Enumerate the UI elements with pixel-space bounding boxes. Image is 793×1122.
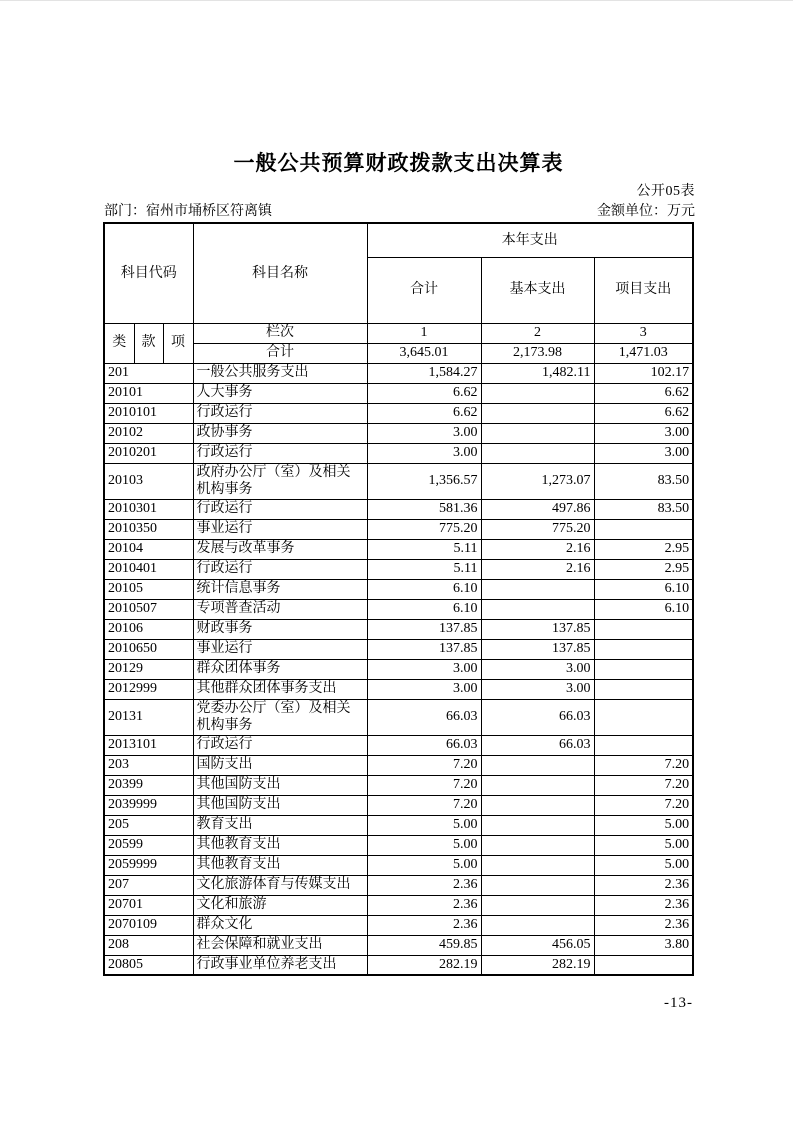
- subject-code-cell: 201: [104, 363, 193, 383]
- project-expenditure-cell: [594, 519, 693, 539]
- table-header: [104, 223, 693, 363]
- basic-expenditure-cell: [481, 855, 594, 875]
- item-header: 项: [163, 323, 193, 363]
- subject-code-cell: 20399: [104, 775, 193, 795]
- total-cell: 137.85: [367, 619, 481, 639]
- table-row: [104, 519, 693, 539]
- project-expenditure-cell: 102.17: [594, 363, 693, 383]
- table-row: [104, 499, 693, 519]
- project-expenditure-cell: 2.95: [594, 559, 693, 579]
- project-expenditure-cell: 3.00: [594, 443, 693, 463]
- page-title: 一般公共预算财政拨款支出决算表: [233, 151, 564, 175]
- table-row: [104, 915, 693, 935]
- table-row: [104, 679, 693, 699]
- subject-code-cell: 2010201: [104, 443, 193, 463]
- total-cell: 6.62: [367, 403, 481, 423]
- subject-code-cell: 20104: [104, 539, 193, 559]
- column-index-1: 1: [367, 323, 481, 343]
- total-cell: 7.20: [367, 755, 481, 775]
- table-row: [104, 579, 693, 599]
- subject-name-cell: 行政事业单位养老支出: [193, 955, 367, 975]
- basic-expenditure-cell: 456.05: [481, 935, 594, 955]
- total-cell: 3.00: [367, 679, 481, 699]
- project-expenditure-cell: 7.20: [594, 775, 693, 795]
- table-row: [104, 403, 693, 423]
- subject-code-cell: 203: [104, 755, 193, 775]
- basic-expenditure-cell: [481, 915, 594, 935]
- table-row: [104, 795, 693, 815]
- table-row: [104, 463, 693, 499]
- grand-total-label: 合计: [193, 343, 367, 363]
- subject-name-cell: 一般公共服务支出: [193, 363, 367, 383]
- total-cell: 6.10: [367, 599, 481, 619]
- project-expenditure-cell: 5.00: [594, 835, 693, 855]
- basic-expenditure-cell: 66.03: [481, 735, 594, 755]
- subject-name-cell: 其他国防支出: [193, 775, 367, 795]
- subject-name-cell: 其他国防支出: [193, 795, 367, 815]
- basic-expenditure-cell: 497.86: [481, 499, 594, 519]
- total-cell: 5.11: [367, 539, 481, 559]
- basic-expenditure-cell: [481, 383, 594, 403]
- subject-code-cell: 2012999: [104, 679, 193, 699]
- project-expenditure-cell: [594, 955, 693, 975]
- basic-expenditure-cell: [481, 835, 594, 855]
- table-row: [104, 835, 693, 855]
- subject-name-cell: 财政事务: [193, 619, 367, 639]
- subject-code-cell: 20101: [104, 383, 193, 403]
- project-expenditure-column-header: 项目支出: [594, 257, 693, 323]
- basic-expenditure-cell: 1,273.07: [481, 463, 594, 499]
- total-cell: 3.00: [367, 659, 481, 679]
- basic-expenditure-cell: [481, 895, 594, 915]
- project-expenditure-cell: 2.36: [594, 895, 693, 915]
- subject-code-cell: 20701: [104, 895, 193, 915]
- table-row: [104, 815, 693, 835]
- project-expenditure-cell: 5.00: [594, 815, 693, 835]
- subject-name-cell: 国防支出: [193, 755, 367, 775]
- grand-total-total: 3,645.01: [367, 343, 481, 363]
- total-cell: 5.11: [367, 559, 481, 579]
- grand-total-basic: 2,173.98: [481, 343, 594, 363]
- basic-expenditure-column-header: 基本支出: [481, 257, 594, 323]
- subject-code-cell: 2010101: [104, 403, 193, 423]
- subject-code-cell: 20103: [104, 463, 193, 499]
- subject-name-cell: 人大事务: [193, 383, 367, 403]
- form-number-label: 公开05表: [636, 184, 695, 199]
- column-index-row: [104, 323, 693, 343]
- subject-code-cell: 20129: [104, 659, 193, 679]
- subject-name-cell: 行政运行: [193, 403, 367, 423]
- subject-code-cell: 20599: [104, 835, 193, 855]
- total-cell: 6.62: [367, 383, 481, 403]
- subject-name-cell: 文化旅游体育与传媒支出: [193, 875, 367, 895]
- total-cell: 7.20: [367, 795, 481, 815]
- table-row: [104, 559, 693, 579]
- project-expenditure-cell: 3.80: [594, 935, 693, 955]
- project-expenditure-cell: [594, 659, 693, 679]
- header-row-1: [104, 223, 693, 257]
- grand-total-row: [104, 343, 693, 363]
- table-row: [104, 363, 693, 383]
- basic-expenditure-cell: 2.16: [481, 539, 594, 559]
- project-expenditure-cell: 7.20: [594, 755, 693, 775]
- grand-total-project: 1,471.03: [594, 343, 693, 363]
- basic-expenditure-cell: 2.16: [481, 559, 594, 579]
- subject-code-cell: 2010350: [104, 519, 193, 539]
- subject-code-cell: 20102: [104, 423, 193, 443]
- subject-code-cell: 2070109: [104, 915, 193, 935]
- subject-name-cell: 事业运行: [193, 639, 367, 659]
- basic-expenditure-cell: [481, 443, 594, 463]
- subject-name-header: 科目名称: [193, 223, 367, 323]
- subject-code-cell: 2010507: [104, 599, 193, 619]
- table-row: [104, 443, 693, 463]
- subject-code-cell: 205: [104, 815, 193, 835]
- total-cell: 2.36: [367, 895, 481, 915]
- table-body: [104, 363, 693, 975]
- total-cell: 282.19: [367, 955, 481, 975]
- basic-expenditure-cell: 3.00: [481, 659, 594, 679]
- subject-code-cell: 2059999: [104, 855, 193, 875]
- current-year-expenditure-header: 本年支出: [367, 223, 693, 257]
- basic-expenditure-cell: [481, 775, 594, 795]
- subject-name-cell: 群众文化: [193, 915, 367, 935]
- total-cell: 1,356.57: [367, 463, 481, 499]
- subject-code-cell: 20805: [104, 955, 193, 975]
- column-index-2: 2: [481, 323, 594, 343]
- project-expenditure-cell: [594, 619, 693, 639]
- subject-code-cell: 207: [104, 875, 193, 895]
- project-expenditure-cell: 2.36: [594, 915, 693, 935]
- subject-name-cell: 政府办公厅（室）及相关机构事务: [193, 463, 367, 499]
- total-cell: 66.03: [367, 735, 481, 755]
- subject-name-cell: 事业运行: [193, 519, 367, 539]
- total-cell: 2.36: [367, 915, 481, 935]
- total-cell: 7.20: [367, 775, 481, 795]
- subject-code-cell: 2039999: [104, 795, 193, 815]
- column-index-label: 栏次: [193, 323, 367, 343]
- subject-name-cell: 行政运行: [193, 559, 367, 579]
- subject-name-cell: 群众团体事务: [193, 659, 367, 679]
- subject-name-cell: 其他群众团体事务支出: [193, 679, 367, 699]
- basic-expenditure-cell: [481, 815, 594, 835]
- table-row: [104, 619, 693, 639]
- basic-expenditure-cell: 66.03: [481, 699, 594, 735]
- project-expenditure-cell: 7.20: [594, 795, 693, 815]
- basic-expenditure-cell: 137.85: [481, 639, 594, 659]
- column-index-3: 3: [594, 323, 693, 343]
- subject-name-cell: 其他教育支出: [193, 855, 367, 875]
- total-cell: 6.10: [367, 579, 481, 599]
- project-expenditure-cell: [594, 639, 693, 659]
- subject-name-cell: 发展与改革事务: [193, 539, 367, 559]
- subject-name-cell: 文化和旅游: [193, 895, 367, 915]
- table-row: [104, 423, 693, 443]
- subject-code-cell: 20131: [104, 699, 193, 735]
- project-expenditure-cell: [594, 699, 693, 735]
- meta-row: [104, 200, 695, 220]
- table-row: [104, 539, 693, 559]
- basic-expenditure-cell: [481, 795, 594, 815]
- unit-label: 金额单位：万元: [597, 204, 695, 219]
- project-expenditure-cell: 6.10: [594, 599, 693, 619]
- subject-name-cell: 社会保障和就业支出: [193, 935, 367, 955]
- department-label: 部门：宿州市埇桥区符离镇: [104, 204, 272, 219]
- total-cell: 1,584.27: [367, 363, 481, 383]
- basic-expenditure-cell: [481, 579, 594, 599]
- basic-expenditure-cell: [481, 875, 594, 895]
- table-row: [104, 599, 693, 619]
- table-row: [104, 659, 693, 679]
- total-column-header: 合计: [367, 257, 481, 323]
- basic-expenditure-cell: 137.85: [481, 619, 594, 639]
- total-cell: 3.00: [367, 443, 481, 463]
- total-cell: 137.85: [367, 639, 481, 659]
- total-cell: 5.00: [367, 855, 481, 875]
- basic-expenditure-cell: 775.20: [481, 519, 594, 539]
- project-expenditure-cell: 3.00: [594, 423, 693, 443]
- subject-code-cell: 208: [104, 935, 193, 955]
- subject-name-cell: 教育支出: [193, 815, 367, 835]
- table-row: [104, 955, 693, 975]
- table-row: [104, 639, 693, 659]
- category-header: 类: [104, 323, 134, 363]
- total-cell: 5.00: [367, 835, 481, 855]
- table-row: [104, 855, 693, 875]
- project-expenditure-cell: 83.50: [594, 499, 693, 519]
- subject-name-cell: 党委办公厅（室）及相关机构事务: [193, 699, 367, 735]
- total-cell: 459.85: [367, 935, 481, 955]
- basic-expenditure-cell: 3.00: [481, 679, 594, 699]
- project-expenditure-cell: 2.95: [594, 539, 693, 559]
- subject-name-cell: 统计信息事务: [193, 579, 367, 599]
- total-cell: 5.00: [367, 815, 481, 835]
- page-number: -13-: [664, 995, 693, 1011]
- table-row: [104, 935, 693, 955]
- total-cell: 581.36: [367, 499, 481, 519]
- subject-code-cell: 20106: [104, 619, 193, 639]
- basic-expenditure-cell: 282.19: [481, 955, 594, 975]
- table-row: [104, 383, 693, 403]
- basic-expenditure-cell: [481, 755, 594, 775]
- subject-name-cell: 专项普查活动: [193, 599, 367, 619]
- subject-code-cell: 2010401: [104, 559, 193, 579]
- subject-name-cell: 其他教育支出: [193, 835, 367, 855]
- table-row: [104, 775, 693, 795]
- subject-name-cell: 行政运行: [193, 443, 367, 463]
- table-row: [104, 875, 693, 895]
- table-row: [104, 895, 693, 915]
- section-header: 款: [134, 323, 163, 363]
- total-cell: 66.03: [367, 699, 481, 735]
- project-expenditure-cell: 6.10: [594, 579, 693, 599]
- total-cell: 2.36: [367, 875, 481, 895]
- subject-name-cell: 行政运行: [193, 499, 367, 519]
- table-row: [104, 699, 693, 735]
- subject-code-header: 科目代码: [104, 223, 193, 323]
- subject-name-cell: 行政运行: [193, 735, 367, 755]
- table-row: [104, 735, 693, 755]
- budget-table: [103, 222, 694, 976]
- project-expenditure-cell: 2.36: [594, 875, 693, 895]
- subject-code-cell: 2013101: [104, 735, 193, 755]
- project-expenditure-cell: 5.00: [594, 855, 693, 875]
- table-row: [104, 755, 693, 775]
- total-cell: 775.20: [367, 519, 481, 539]
- project-expenditure-cell: [594, 679, 693, 699]
- subject-code-cell: 20105: [104, 579, 193, 599]
- total-cell: 3.00: [367, 423, 481, 443]
- subject-code-cell: 2010301: [104, 499, 193, 519]
- basic-expenditure-cell: [481, 599, 594, 619]
- basic-expenditure-cell: [481, 403, 594, 423]
- project-expenditure-cell: 6.62: [594, 383, 693, 403]
- project-expenditure-cell: [594, 735, 693, 755]
- project-expenditure-cell: 6.62: [594, 403, 693, 423]
- subject-code-cell: 2010650: [104, 639, 193, 659]
- basic-expenditure-cell: [481, 423, 594, 443]
- subject-name-cell: 政协事务: [193, 423, 367, 443]
- basic-expenditure-cell: 1,482.11: [481, 363, 594, 383]
- project-expenditure-cell: 83.50: [594, 463, 693, 499]
